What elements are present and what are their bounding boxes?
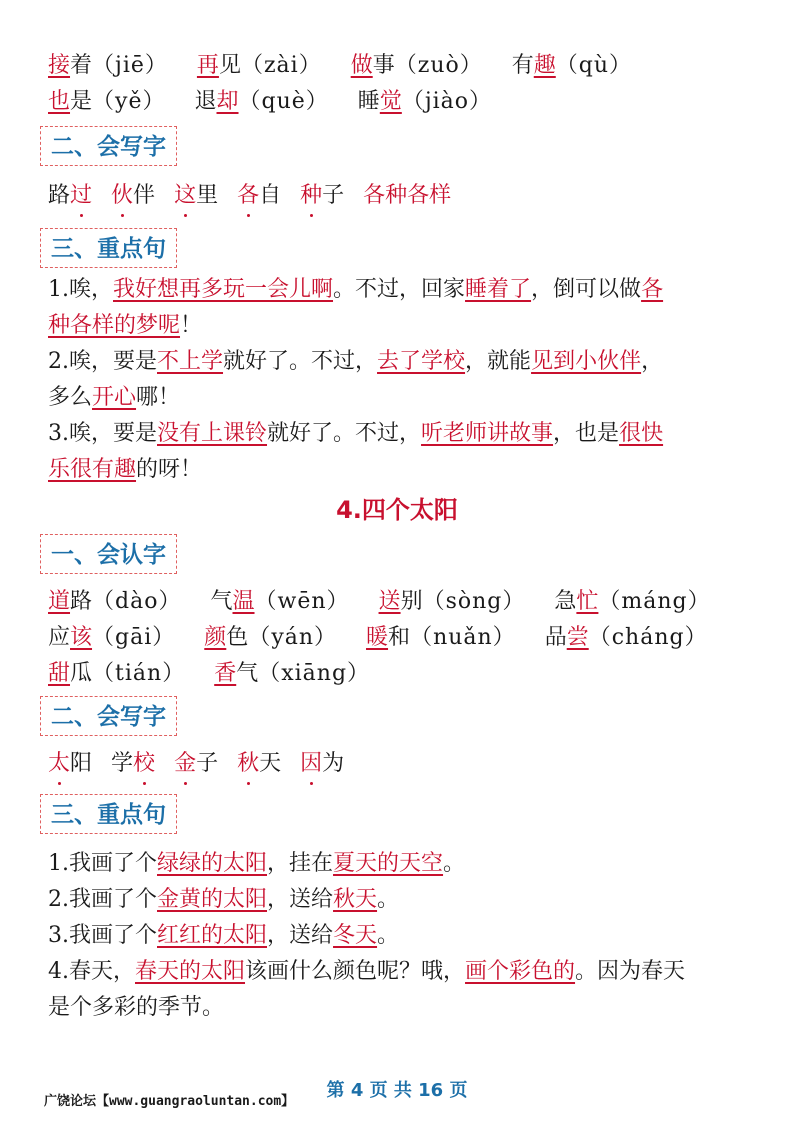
vocab-word: 甜瓜（tián） — [48, 661, 186, 686]
write-word: 各自 — [237, 183, 281, 208]
vocab-word: 送别（sòng） — [378, 589, 526, 614]
vocab-word: 急忙（máng） — [554, 589, 711, 614]
lesson4-write-words — [48, 746, 748, 782]
sentence-line: 3.我画了个红红的太阳，送给冬天。 — [48, 923, 400, 948]
sentence-line: 乐很有趣的呀！ — [48, 457, 203, 482]
vocab-word: 暖和（nuǎn） — [366, 625, 516, 650]
write-word: 伙伴 — [111, 183, 155, 208]
lesson3-vocab — [48, 48, 748, 120]
sentence-line: 多么开心哪！ — [48, 385, 181, 410]
write-word: 各种各样 — [363, 183, 452, 208]
vocab-word: 应该（gāi） — [48, 625, 176, 650]
sentence-line: 2.唉，要是不上学就好了。不过，去了学校，就能见到小伙伴， — [48, 349, 664, 374]
section-heading-write: 二、会写字 — [40, 126, 177, 166]
write-word: 太阳 — [48, 751, 92, 776]
sentence-line: 1.唉，我好想再多玩一会儿啊。不过，回家睡着了，倒可以做各 — [48, 277, 664, 302]
write-word: 秋天 — [237, 751, 281, 776]
vocab-word: 香气（xiāng） — [214, 661, 371, 686]
sentence-line: 2.我画了个金黄的太阳，送给秋天。 — [48, 887, 400, 912]
lesson3-sentences — [48, 272, 748, 488]
section-heading-sentences: 三、重点句 — [40, 794, 177, 834]
sentence-line: 4.春天，春天的太阳该画什么颜色呢？哦，画个彩色的。因为春天 — [48, 959, 686, 984]
vocab-row — [48, 620, 748, 656]
vocab-word: 道路（dào） — [48, 589, 182, 614]
lesson4-sentences — [48, 846, 748, 1026]
vocab-row — [48, 584, 748, 620]
write-word: 种子 — [300, 183, 344, 208]
page-number: 第 4 页 共 16 页 — [326, 1080, 468, 1101]
section-heading-write: 二、会写字 — [40, 696, 177, 736]
sentence-line: 1.我画了个绿绿的太阳，挂在夏天的天空。 — [48, 851, 466, 876]
vocab-row — [48, 656, 748, 692]
vocab-word: 气温（wēn） — [210, 589, 350, 614]
lesson4-vocab — [48, 584, 748, 692]
vocab-word: 也是（yě） — [48, 89, 166, 114]
section-heading-sentences: 三、重点句 — [40, 228, 177, 268]
lesson-title: 4.四个太阳 — [336, 496, 458, 524]
vocab-word: 接着（jiē） — [48, 53, 168, 78]
footer-site: 广饶论坛【www.guangraoluntan.com】 — [44, 1094, 295, 1109]
vocab-word: 颜色（yán） — [204, 625, 338, 650]
vocab-word: 退却（què） — [194, 89, 329, 114]
sentence-line: 种各样的梦呢！ — [48, 313, 203, 338]
vocab-word: 再见（zài） — [196, 53, 322, 78]
vocab-row — [48, 84, 748, 120]
sentence-line: 是个多彩的季节。 — [48, 995, 225, 1020]
write-word: 金子 — [174, 751, 218, 776]
write-word: 因为 — [300, 751, 344, 776]
section-heading-read: 一、会认字 — [40, 534, 177, 574]
vocab-word: 有趣（qù） — [511, 53, 633, 78]
vocab-word: 做事（zuò） — [350, 53, 483, 78]
lesson3-write-words — [48, 178, 748, 214]
vocab-row — [48, 48, 748, 84]
vocab-word: 睡觉（jiào） — [357, 89, 493, 114]
sentence-line: 3.唉，要是没有上课铃就好了。不过，听老师讲故事，也是很快 — [48, 421, 664, 446]
vocab-word: 品尝（cháng） — [544, 625, 708, 650]
write-word: 路过 — [48, 183, 92, 208]
write-word: 这里 — [174, 183, 218, 208]
write-word: 学校 — [111, 751, 155, 776]
